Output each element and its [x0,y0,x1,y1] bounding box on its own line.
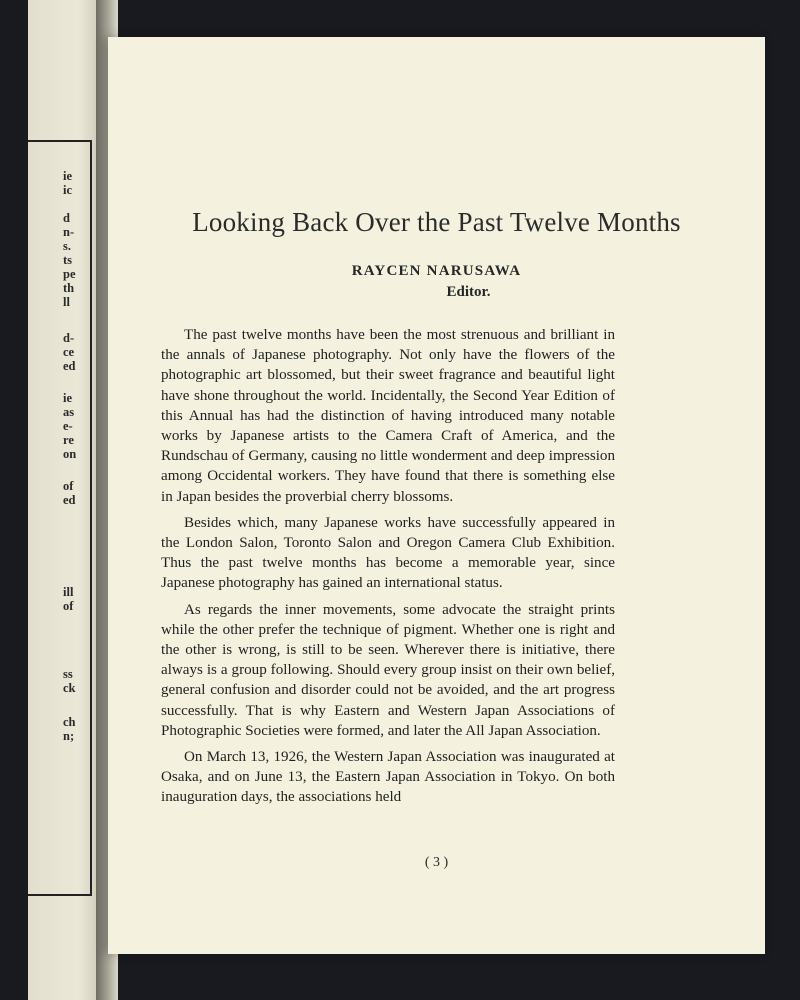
paragraph: The past twelve months have been the most strenuous and brilliant in the annals of Japanese photography. Not only have the flowers of the photographic art blossomed, but their sweet fragrance and beautiful light have shone throughout the world. Incidentally, the Second Year Edition of this Annual has had the distinction of having introduced many notable works by Japanese artists to the Camera Craft of America, and the Rundschau of Germany, causing no little wonderment and deep impression among Occidental workers. They have found that there is something else in Japan besides the proverbial cherry blossoms. [161,327,615,505]
left-page-fragment: ll [63,295,70,309]
left-page-fragment: ie [63,169,73,183]
left-page-fragment: s. [63,239,71,253]
left-page-fragment: ed [63,359,76,373]
author-role: Editor. [446,284,491,300]
left-page-fragment: ill [63,585,74,599]
article-title: Looking Back Over the Past Twelve Months [192,207,681,237]
left-page-fragment: ce [63,345,75,359]
left-page-fragment: ch [63,715,76,729]
left-page-fragment: ed [63,493,76,507]
article-body [161,325,615,814]
left-page-fragment: ie [63,391,73,405]
article-author: RAYCEN NARUSAWA [351,263,522,279]
left-page-fragment: of [63,599,74,613]
left-page-fragment: d [63,211,70,225]
paragraph: Besides which, many Japanese works have successfully appeared in the London Salon, Toronto Salon and Oregon Camera Club Exhibition. Thus the past twelve months has become a memorable year, since Japanese photography has gained an international status. [161,514,615,592]
left-page-border-frame [28,140,92,896]
left-page-fragment: n; [63,729,75,743]
left-page-fragment: re [63,433,74,447]
paragraph: On March 13, 1926, the Western Japan Association was inaugurated at Osaka, and on June 13, the Eastern Japan Association in Tokyo. On both inauguration days, the associations held [161,749,615,806]
left-page-fragment: ic [63,183,73,197]
left-page-fragment: ss [63,667,73,681]
left-page-fragment: on [63,447,77,461]
left-page-fragment: n- [63,225,75,239]
left-page-fragment: d- [63,331,75,345]
left-page-fragment: th [63,281,75,295]
paragraph: As regards the inner movements, some advocate the straight prints while the other prefer the technique of pigment. Whether one is right and the other is wrong, is still to be seen. Wherever there is initiative, there always is a group following. Should every group insist on their own belief, general confusion and disorder could not be avoided, and the art progress successfully. That is why Eastern and Western Japan Associations of Photographic Societies were formed, and later the All Japan Association. [161,601,615,739]
left-page-fragment: of [63,479,74,493]
left-page-fragment: e- [63,419,73,433]
page-number: ( 3 ) [424,855,449,870]
left-page-fragment: as [63,405,75,419]
left-page-fragment: ck [63,681,76,695]
left-page-fragment: ts [63,253,73,267]
left-page-fragment: pe [63,267,76,281]
